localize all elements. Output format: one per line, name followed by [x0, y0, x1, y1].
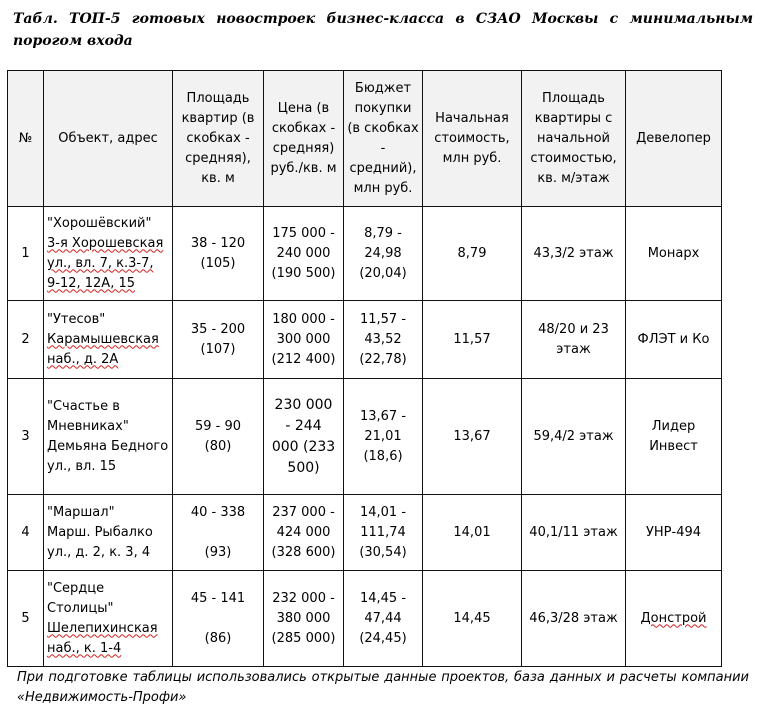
table-row [8, 301, 722, 379]
row-budget: 13,67 - 21,01 (18,6) [344, 379, 423, 495]
header-num: № [8, 71, 44, 207]
row-price: 175 000 - 240 000 (190 500) [264, 207, 344, 301]
table-row [8, 495, 722, 571]
object-address: Карамышевская наб., д. 2А [47, 331, 159, 367]
row-object [44, 571, 173, 667]
object-name: "Сердце Столицы" [47, 580, 114, 616]
row-price: 232 000 - 380 000 (285 000) [264, 571, 344, 667]
row-start-price: 13,67 [423, 379, 522, 495]
header-row [8, 71, 722, 207]
row-object [44, 495, 173, 571]
row-start-price: 8,79 [423, 207, 522, 301]
row-area: 59 - 90 (80) [173, 379, 264, 495]
row-start-price: 14,01 [423, 495, 522, 571]
header-start-area: Площадь квартиры с начальной стоимостью, кв. м/этаж [522, 71, 626, 207]
object-address: Демьяна Бедного ул., вл. 15 [47, 438, 169, 474]
novostroyki-table [7, 70, 722, 667]
header-price: Цена (в скобках - средняя) руб./кв. м [264, 71, 344, 207]
row-developer: ФЛЭТ и Ко [626, 301, 722, 379]
row-start-price: 11,57 [423, 301, 522, 379]
header-start-price: Начальная стоимость, млн руб. [423, 71, 522, 207]
row-developer: УНР-494 [626, 495, 722, 571]
object-address: Марш. Рыбалко ул., д. 2, к. 3, 4 [47, 524, 153, 560]
row-start-price: 14,45 [423, 571, 522, 667]
header-object: Объект, адрес [44, 71, 173, 207]
row-start-area: 59,4/2 этаж [522, 379, 626, 495]
row-start-area: 46,3/28 этаж [522, 571, 626, 667]
header-developer: Девелопер [626, 71, 722, 207]
row-developer [626, 571, 722, 667]
row-area: 40 - 338 (93) [173, 495, 264, 571]
header-budget: Бюджет покупки (в скобках - средний), млн руб. [344, 71, 423, 207]
object-name: "Утесов" [47, 311, 106, 327]
row-area: 35 - 200 (107) [173, 301, 264, 379]
developer-name: Донстрой [640, 610, 707, 626]
row-price: 180 000 - 300 000 (212 400) [264, 301, 344, 379]
table-row [8, 207, 722, 301]
row-area: 45 - 141 (86) [173, 571, 264, 667]
object-name: "Маршал" [47, 504, 115, 520]
row-object [44, 379, 173, 495]
row-budget: 8,79 - 24,98 (20,04) [344, 207, 423, 301]
row-object [44, 301, 173, 379]
object-address: Шелепихинская наб., к. 1-4 [47, 620, 158, 656]
header-area: Площадь квартир (в скобках - средняя), кв. м [173, 71, 264, 207]
row-num: 3 [8, 379, 44, 495]
table-caption: Табл. ТОП-5 готовых новостроек бизнес-класса в СЗАО Москвы с минимальным порогом входа [13, 11, 753, 49]
row-budget: 14,45 - 47,44 (24,45) [344, 571, 423, 667]
row-object [44, 207, 173, 301]
row-num: 1 [8, 207, 44, 301]
row-area: 38 - 120 (105) [173, 207, 264, 301]
row-budget: 14,01 - 111,74 (30,54) [344, 495, 423, 571]
row-start-area: 40,1/11 этаж [522, 495, 626, 571]
row-start-area: 48/20 и 23 этаж [522, 301, 626, 379]
row-price: 230 000 - 244 000 (233 500) [264, 379, 344, 495]
row-developer: Монарх [626, 207, 722, 301]
row-num: 5 [8, 571, 44, 667]
row-num: 4 [8, 495, 44, 571]
row-developer: Лидер Инвест [626, 379, 722, 495]
source-note: При подготовке таблицы использовались открытые данные проектов, база данных и расчеты компании «Недвижимость-Профи» [17, 670, 749, 705]
row-num: 2 [8, 301, 44, 379]
row-start-area: 43,3/2 этаж [522, 207, 626, 301]
object-name: "Хорошёвский" [47, 215, 152, 231]
table-row [8, 571, 722, 667]
object-name: "Счастье в Мневниках" [47, 398, 129, 434]
object-address: 3-я Хорошевская ул., вл. 7, к.3-7, 9-12, 12А, 15 [47, 235, 164, 291]
row-price: 237 000 - 424 000 (328 600) [264, 495, 344, 571]
row-budget: 11,57 - 43,52 (22,78) [344, 301, 423, 379]
table-row [8, 379, 722, 495]
